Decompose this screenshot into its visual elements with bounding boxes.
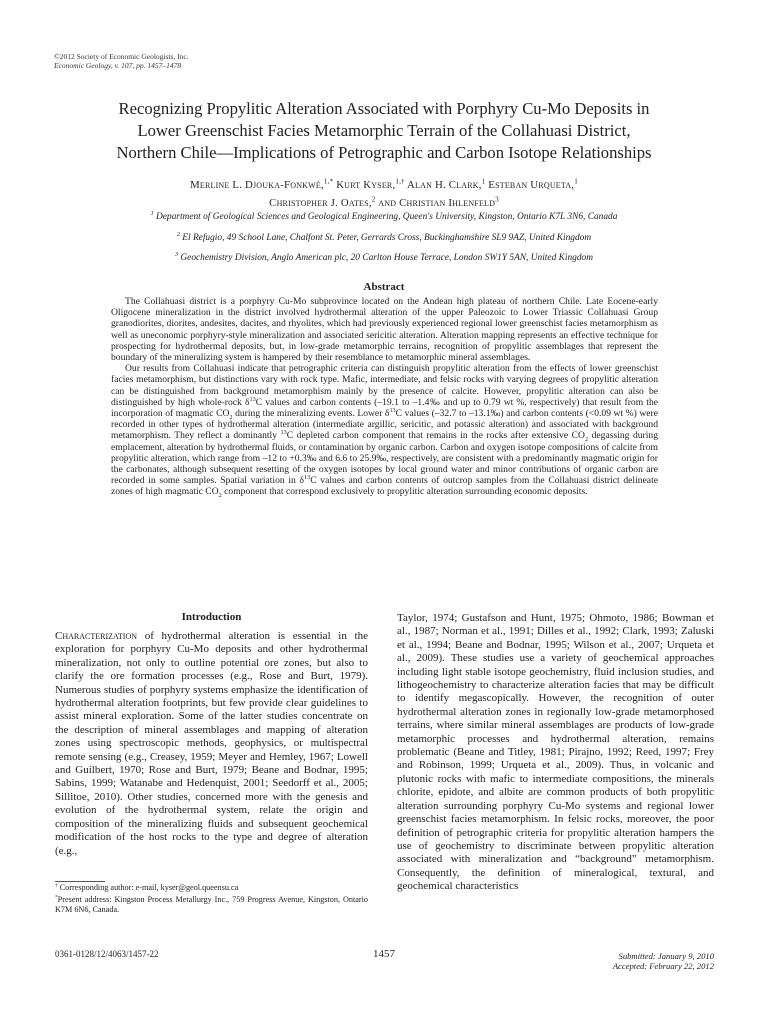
affiliation-marker: 1,† [395, 177, 405, 186]
affiliation-1 [60, 211, 708, 223]
author-name: Merline L. Djouka-Fonkwé, [190, 179, 324, 191]
asterisk-marker: * [329, 177, 334, 186]
author-name: Alan H. Clark, [407, 179, 482, 191]
abstract-paragraph-1: The Collahuasi district is a porphyry Cu-Mo subprovince located on the Andean high plateau of northern Chile. Late Eocene-early Oligocene mineralization in the district involved hydrothermal alteration of the upper Paleozoic to Lower Triassic Collahuasi Group granodiorites, diorites, andesites, dacites, and rhyolites, which had previously experienced regional lower greenschist facies metamorphism as well as uneconomic porphyry-style mineralization and associated sericitic alteration. Alteration mapping represents an effective technique for prospecting for hydrothermal deposits, but, in low-grade metamorphic terrains, recognition of propylitic assemblages that represent the boundary of the mineralizing system is hampered by their resemblance to metamorphic mineral assemblages. [111, 296, 658, 364]
affiliation-marker: 1, [323, 177, 330, 186]
submitted-date: Submitted: January 9, 2010 [618, 951, 714, 961]
copyright-line: ©2012 Society of Economic Geologists, Inc. [54, 52, 189, 61]
issn-code: 0361-0128/12/4063/1457-22 [55, 949, 159, 959]
copyright-block [54, 52, 189, 70]
affiliation-text: Geochemistry Division, Anglo American plc, 20 Carlton House Terrace, London SW1Y 5AN, United Kingdom [180, 253, 593, 263]
article-title [60, 98, 708, 164]
affiliation-marker: 1 [574, 177, 578, 186]
affiliation-3 [60, 252, 708, 264]
affiliation-marker: 3 [495, 195, 499, 204]
author-name: Christopher J. Oates, [269, 197, 372, 209]
footnote-present-address: *Present address: Kingston Process Metallurgy Inc., 759 Progress Avenue, Kingston, Ontario K7M 6N6, Canada. [55, 894, 368, 914]
author-name: Esteban Urqueta, [488, 179, 575, 191]
affiliation-number: 3 [175, 251, 179, 258]
title-line-3: Northern Chile—Implications of Petrographic and Carbon Isotope Relationships [116, 143, 652, 162]
accepted-date: Accepted: February 22, 2012 [612, 961, 714, 971]
affiliation-2 [60, 232, 708, 244]
body-column-left [55, 630, 368, 858]
affiliation-text: Department of Geological Sciences and Geological Engineering, Queen's University, Kingston, Ontario K7L 3N6, Canada [155, 212, 618, 222]
body-column-right: Taylor, 1974; Gustafson and Hunt, 1975; Ohmoto, 1986; Bowman et al., 1987; Norman et al., 1991; Dilles et al., 1992; Clark, 1993; Zaluski et al., 1994; Beane and Bodnar, 1995; Wilson et al., 2007; Urqueta et al., 2009). These studies use a variety of geochemical approaches including light stable isotope geochemistry, fluid inclusion studies, and lithogeochemistry to characterize alteration facies that may be difficult to identify megascopically. However, the recognition of outer hydrothermal alteration zones in regionally low-grade metamorphosed terrains, where similar mineral assemblages are products of low-grade metamorphic processes and hydrothermal alteration, remains problematic (Beane and Titley, 1981; Pirajno, 1992; Reed, 1997; Frey and Robinson, 1999; Urqueta et al., 2009). Thus, in volcanic and plutonic rocks with mafic to intermediate compositions, the minerals chlorite, epidote, and albite are common products of both propylitic alteration surrounding porphyry Cu-Mo systems and regional lower greenschist facies metamorphism. In felsic rocks, moreover, the poor definition of petrographic criteria for propylitic alteration hampers the use of geochemistry to discriminate between propylitic alteration associated with mineralization and “background” metamorphism. Consequently, the definition of mineralogical, textural, and geochemical characteristics [397, 612, 714, 893]
affiliation-number: 2 [176, 231, 180, 238]
page-number: 1457 [373, 948, 395, 960]
introduction-heading: Introduction [181, 611, 242, 623]
author-list [60, 176, 708, 212]
affiliation-marker: 2 [371, 195, 376, 204]
submission-dates [613, 951, 714, 971]
column-1-text: of hydrothermal alteration is essential in the exploration for porphyry Cu-Mo deposits and other hydrothermal mineralization, not only to outline potential ore zones, but also to clarify the ore formation processes (e.g., Rose and Burt, 1979). Numerous studies of porphyry systems emphasize the identification of hydrothermal alteration footprints, but few provide clear guidelines to assist mineral exploration. Some of the latter studies concentrate on the description of mineral assemblages and mapping of alteration zones using spectroscopic methods, geophysics, or multispectral remote sensing (e.g., Creasey, 1959; Meyer and Hemley, 1967; Lowell and Guilbert, 1970; Rose and Burt, 1979; Beane and Bodnar, 1995; Sabins, 1999; Watanabe and Hedenquist, 2001; Seedorff et al., 2005; Sillitoe, 2010). Other studies, concerned more with the genesis and evolution of the hydrothermal system, relate the origin and composition of the mineralizing fluids and subsequent geochemical modification of the host rocks to the type and degree of alteration (e.g., [55, 630, 368, 857]
affiliation-text: El Refugio, 49 School Lane, Chalfont St. Peter, Gerrards Cross, Buckinghamshire SL9 9AZ, United Kingdom [182, 233, 592, 243]
title-line-1: Recognizing Propylitic Alteration Associated with Porphyry Cu-Mo Deposits in [118, 99, 650, 118]
abstract-paragraph-2: Our results from Collahuasi indicate that petrographic criteria can distinguish propylitic alteration from the effects of lower greenschist facies metamorphism, but distinctions vary with rock type. Mafic, intermediate, and felsic rocks with varying degrees of propylitic alteration can be distinguished from background metamorphism mainly by the presence of calcite. However, propylitic alteration can also be distinguished by high whole-rock $\delta^{13}C$ values and carbon contents (–19.1 to –1.4‰ and up to 0.79 wt %, respectively) that result from the incorporation of magmatic $CO_2$ during the mineralizing events. Lower $\delta^{13}C$ values (–32.7 to –13.1‰) and carbon contents (<0.09 wt %) were recorded in other types of hydrothermal alteration (intermediate argillic, sericitic, and potassic alteration) and associated with background metamorphism. They reflect a dominantly $^{13}$C depleted carbon component that remains in the rocks after extensive $CO_2$ degassing during emplacement, alteration by hydrothermal fluids, or contamination by organic carbon. Carbon and oxygen isotope compositions of calcite from propylitic alteration, which range from –12 to +0.3‰ and 6.6 to 25.9‰, respectively, are consistent with a predominantly magmatic origin for the carbonates, although subsequent resetting of the oxygen isotopes by local ground water and minor contributions of organic carbon are recorded in some samples. Spatial variation in $\delta^{13}C$ values and carbon contents of outcrop samples from the Collahuasi district delineate zones of high magmatic $CO_2$ component that correspond exclusively to propylitic alteration surrounding economic deposits. [111, 363, 659, 500]
author-name: and Christian Ihlenfeld [378, 197, 496, 209]
abstract-body [111, 296, 658, 498]
lead-word: Characterization [55, 630, 137, 642]
footnote-rule [55, 881, 105, 882]
footnote-corresponding-author: † Corresponding author: e-mail, kyser@geol.queensu.ca [55, 882, 239, 892]
abstract-heading: Abstract [363, 281, 405, 293]
title-line-2: Lower Greenschist Facies Metamorphic Terrain of the Collahuasi District, [137, 121, 631, 140]
author-name: Kurt Kyser, [336, 179, 396, 191]
affiliation-marker: 1 [481, 177, 486, 186]
journal-citation: Economic Geology, v. 107, pp. 1457–1478 [54, 61, 182, 70]
affiliation-number: 1 [150, 210, 154, 217]
